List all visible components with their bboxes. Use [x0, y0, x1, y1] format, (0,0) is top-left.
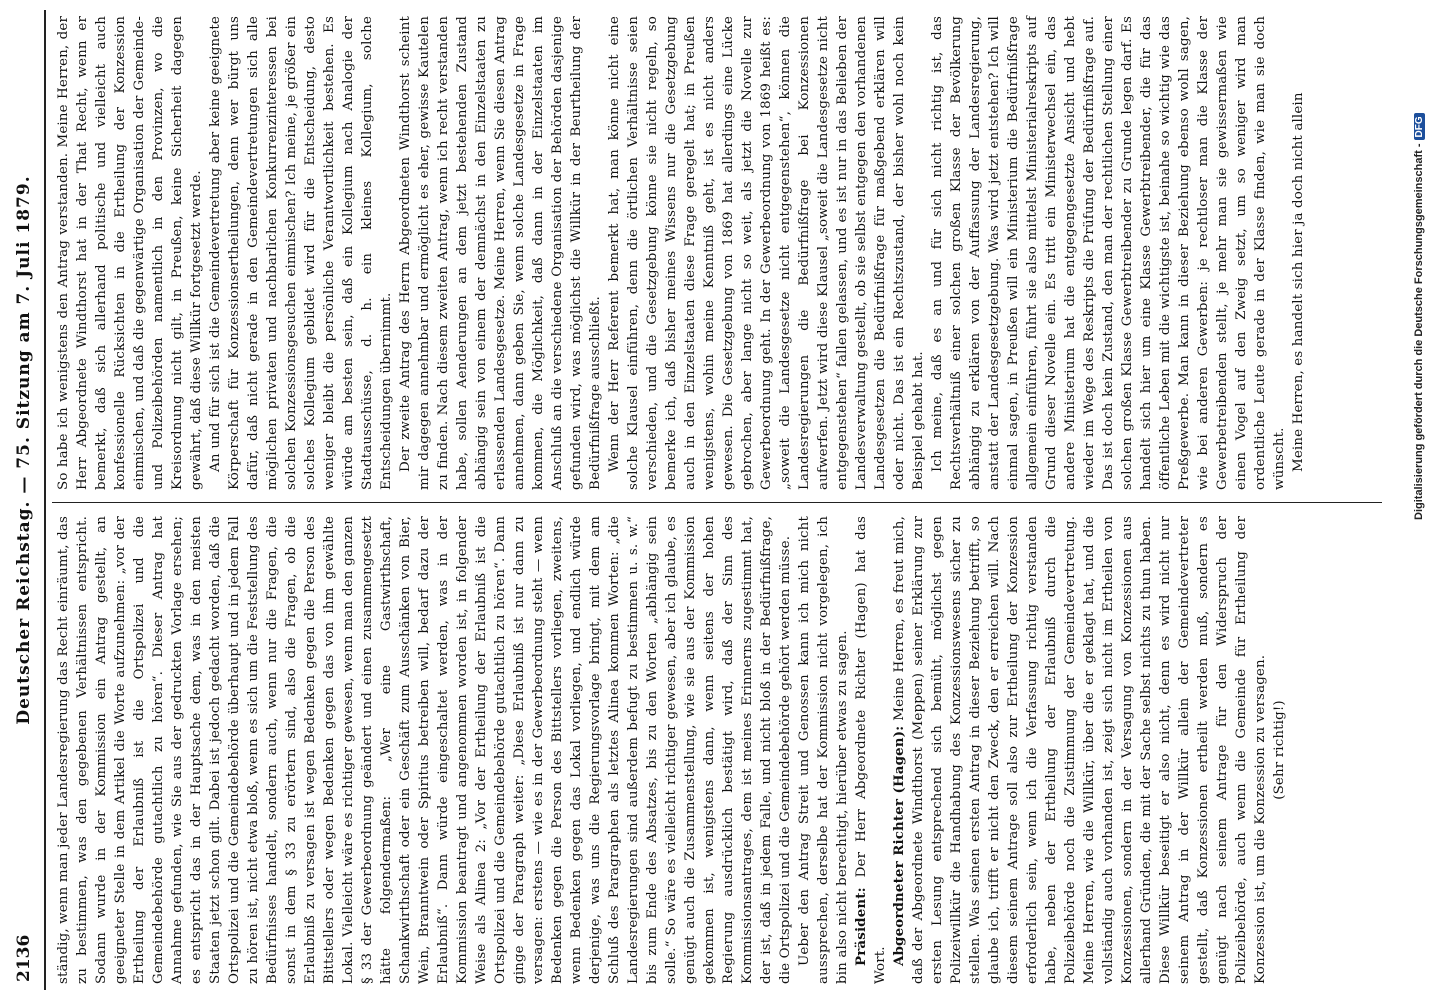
- president-text: Der Herr Abgeordnete Richter (Hagen) hat das Wort.: [854, 516, 888, 984]
- paragraph: Ich meine, daß es an und für sich nicht richtig ist, das Rechtsverhältniß einer solchen großen Klasse der Bevölkerung abhängig zu erklären von der Auffassung der Landesregierung, anstatt der Landesgesetzgebung. Was wird jetzt entstehen? Ich will einmal sagen, in Preußen will ein Ministerium die Bedürfnißfrage allgemein einführen, führt sie also mittelst Ministerialreskripts auf Grund dieser Novelle ein. Es tritt ein Ministerwechsel ein, das andere Ministerium hat die entgegengesetzte Ansicht und hebt wieder im Wege des Reskripts die Prüfung der Bedürfnißfrage auf. Das ist doch kein Zustand, den man der rechtlichen Stellung einer solchen großen Klasse Gewerbtreibender zu Grunde legen darf. Es handelt sich hier um eine Klasse Gewerbtreibender, die für das öffentliche Leben mit die wichtigste ist, beinahe so wichtig wie das Preßgewerbe. Man kann in dieser Beziehung ebenso wohl sagen, wie bei anderen Gewerben: je rechtloser man die Klasse der Gewerbetreibenden stellt, je mehr man sie gewissermaßen wie einen Vogel auf den Zweig setzt, um so weniger wird man ordentliche Leute gerade in der Klasse finden, wie man sie doch wünscht.: [930, 16, 1287, 490]
- paragraph: Ueber den Antrag Streit und Genossen kann ich mich nicht aussprechen, derselbe hat der Kommission nicht vorgelegen, ich bin also nicht berechtigt, hierüber etwas zu sagen.: [797, 516, 850, 984]
- applause-note: (Sehr richtig!): [1272, 700, 1287, 800]
- paragraph: Wenn der Herr Referent bemerkt hat, man könne nicht eine solche Klausel einführen, denn die örtlichen Verhältnisse seien verschieden, und die Gesetzgebung könne sie nicht regeln, so bemerke ich, daß bisher meines Wissens nur die Gesetzgebung auch in den Einzelstaaten diese Frage geregelt hat; in Preußen wenigstens, wohin meine Kenntniß geht, ist es nicht anders gewesen. Die Gesetzgebung von 1869 hat allerdings eine Lücke gebrochen, aber lange nicht so weit, als jetzt die Novelle zur Gewerbeordnung geht. In der Gewerbeordnung von 1869 heißt es: „soweit die Landesgesetze nicht entgegenstehen“, können die Landesregierungen die Bedürfnißfrage bei Konzessionen aufwerfen. Jetzt wird diese Klausel „soweit die Landesgesetze nicht entgegenstehen“ fallen gelassen, und es ist nur in das Belieben der Landesverwaltung gestellt, ob sie selbst entgegen den vorhandenen Landesgesetzen die Bedürfnißfrage für maßgebend erklären will oder nicht. Das ist ein Rechtszustand, der bisher wohl noch kein Beispiel gehabt hat.: [607, 16, 926, 490]
- speaker-label: Abgeordneter Richter (Hagen):: [891, 725, 907, 966]
- left-column: [54, 516, 1289, 984]
- paragraph: ständig, wenn man jeder Landesregierung das Recht einräumt, das zu bestimmen, was den gegebenen Verhältnissen entspricht. Sodann wurde in der Kommission ein Antrag gestellt, an geeigneter Stelle in dem Artikel die Worte aufzunehmen: „vor der Ertheilung der Erlaubniß ist die Ortspolizei und die Gemeindebehörde gutachtlich zu hören“. Dieser Antrag hat Annahme gefunden, wie Sie aus der gedruckten Vorlage ersehen; es entspricht das in der Hauptsache dem, was in den meisten Staaten jetzt schon gilt. Dabei ist jedoch gedacht worden, daß die Ortspolizei und die Gemeindebehörde überhaupt und in jedem Fall zu hören ist, nicht etwa bloß, wenn es sich um die Feststellung des Bedürfnisses handelt, sondern auch, wenn nur die Fragen, die sonst in dem § 33 zu erörtern sind, also die Fragen, ob die Erlaubniß zu versagen ist wegen Bedenken gegen die Person des Bittstellers oder wegen Bedenken gegen das von ihm gewählte Lokal. Vielleicht wäre es richtiger gewesen, wenn man den ganzen § 33 der Gewerbeordnung geändert und einen zusammengesetzt hätte folgendermaßen: „Wer eine Gastwirthschaft, Schankwirthschaft oder ein Geschäft zum Ausschänken von Bier, Wein, Branntwein oder Spiritus betreiben will, bedarf dazu der Erlaubniß“. Dann würde eingeschaltet werden, was in der Kommission beantragt und angenommen worden ist, in folgender Weise als Alinea 2: „Vor der Ertheilung der Erlaubniß ist die Ortspolizei und die Gemeindebehörde gutachtlich zu hören“. Dann ginge der Paragraph weiter: „Diese Erlaubniß ist nur dann zu versagen: erstens — wie es in der Gewerbeordnung steht — wenn Bedenken gegen die Person des Bittstellers vorliegen, zweitens, wenn Bedenken gegen das Lokal vorliegen, und endlich würde derjenige, was uns die Regierungsvorlage bringt, mit dem am Schluß des Paragraphen als letztes Alinea kommen Worten: „die Landesregierungen sind außerdem befugt zu bestimmen u. s. w.“ bis zum Ende des Absatzes, bis zu den Worten „abhängig sein solle.“ So wäre es vielleicht richtiger gewesen, aber ich glaube, es genügt auch die Zusammenstellung, wie sie aus der Kommission gekommen ist, wenigstens dann, wenn seitens der hohen Regierung ausdrücklich bestätigt wird, daß der Sinn des Kommissionsantrages, dem ist meines Erinnerns zugestimmt hat, der ist, daß in jedem Falle, und nicht bloß in der Bedürfnißfrage, die Ortspolizei und die Gemeindebehörde gehört werden müsse.: [56, 516, 793, 984]
- footer-text: Digitalisierung gefördert durch die Deutsche Forschungsgemeinschaft -: [1413, 143, 1425, 520]
- paragraph: So habe ich wenigstens den Antrag verstanden. Meine Herren, der Herr Abgeordnete Windthorst hat in der That Recht, wenn er bemerkt, daß sich allerhand politische und vielleicht auch konfessionelle Rücksichten in die Ertheilung der Konzession einmischen, und daß die gegenwärtige Organisation der Gemeinde- und Polizeibehörden namentlich in den Provinzen, wo die Kreisordnung nicht gilt, in Preußen, keine Sicherheit dagegen gewährt, daß diese Willkür fortgesetzt werde.: [56, 16, 204, 490]
- column-divider: [52, 502, 1382, 503]
- paragraph: Meine Herren, es handelt sich hier ja doch nicht allein: [1291, 92, 1306, 472]
- right-column: [54, 16, 1308, 490]
- journal-title: Deutscher Reichstag. — 75. Sitzung am 7. Juli 1879.: [14, 175, 34, 725]
- page-header: [0, 0, 46, 1000]
- speech-text: Meine Herren, es freut mich, daß der Abgeordnete Windthorst (Meppen) seiner Erklärung zur ersten Lesung entsprechend sich bemüht, möglichst gegen Polizeiwillkür die Handhabung des Konzessionswesens sicher zu stellen. Was seinen ersten Antrag in dieser Beziehung betrifft, so glaube ich, trifft er nicht den Zweck, den er erreichen will. Nach diesem seinem Antrage soll also zur Ertheilung der Konzession erforderlich sein, wenn ich die Verfassung richtig verstanden habe, neben der Ertheilung der Erlaubniß durch die Polizeibehörde noch die Zustimmung der Gemeindevertretung. Meine Herren, wie die Willkür, über die er geklagt hat, und die vollständig auch vorhanden ist, zeigt sich nicht im Ertheilen von Konzessionen, sondern in der Versagung von Konzessionen aus allerhand Gründen, die mit der Sache selbst nichts zu thun haben. Diese Willkür beseitigt er also nicht, denn es wird nicht nur seinem Antrag in der Willkür allein der Gemeindevertreter gestellt, daß Konzessionen ertheilt werden muß, sondern es genügt nach seinem Antrage für den Widerspruch der Polizeibehörde, auch wenn die Gemeinde für Ertheilung der Konzession ist, um die Konzession zu versagen.: [892, 516, 1268, 984]
- page-number: 2136: [14, 934, 34, 982]
- header-rule: [44, 10, 46, 990]
- digitization-footer: [1413, 113, 1425, 520]
- president-label: Präsident:: [853, 887, 869, 966]
- president-paragraph: [852, 516, 890, 984]
- paragraph: Der zweite Antrag des Herrn Abgeordneten Windthorst scheint mir dagegen annehmbar und ermöglicht es eher, gewisse Kautelen zu finden. Nach diesem zweiten Antrag, wenn ich recht verstanden habe, sollen Aenderungen an dem jetzt bestehenden Zustand abhängig sein von einem der demnächst in den Einzelstaaten zu erlassenden Landesgesetze. Meine Herren, wenn Sie diesen Antrag annehmen, dann geben Sie, wenn solche Landesgesetze in Frage kommen, die Möglichkeit, daß dann in der Einzelstaaten im Anschluß an die verschiedene Organisation der Behörden dasjenige gefunden wird, was möglichst die Willkür in der Beurtheilung der Bedürfnißfrage ausschließt.: [398, 16, 603, 490]
- paragraph: An und für sich ist die Gemeindevertretung aber keine geeignete Körperschaft für Konzessionsertheilungen, denn wer bürgt uns dafür, daß nicht gerade in den Gemeindevertretungen sich alle möglichen privaten und nachbarlichen Konkurrenzinteressen bei solchen Konzessionsgesuchen einmischen? Ich meine, je größer ein solches Kollegium gebildet wird für die Entscheidung, desto weniger bleibt die persönliche Verantwortlichkeit bestehen. Es würde am besten sein, daß ein Kollegium nach Analogie der Stadtausschüsse, d. h. ein kleines Kollegium, solche Entscheidungen übernimmt.: [208, 16, 394, 490]
- dfg-logo: DFG: [1414, 113, 1425, 140]
- speech-paragraph: [890, 516, 1270, 984]
